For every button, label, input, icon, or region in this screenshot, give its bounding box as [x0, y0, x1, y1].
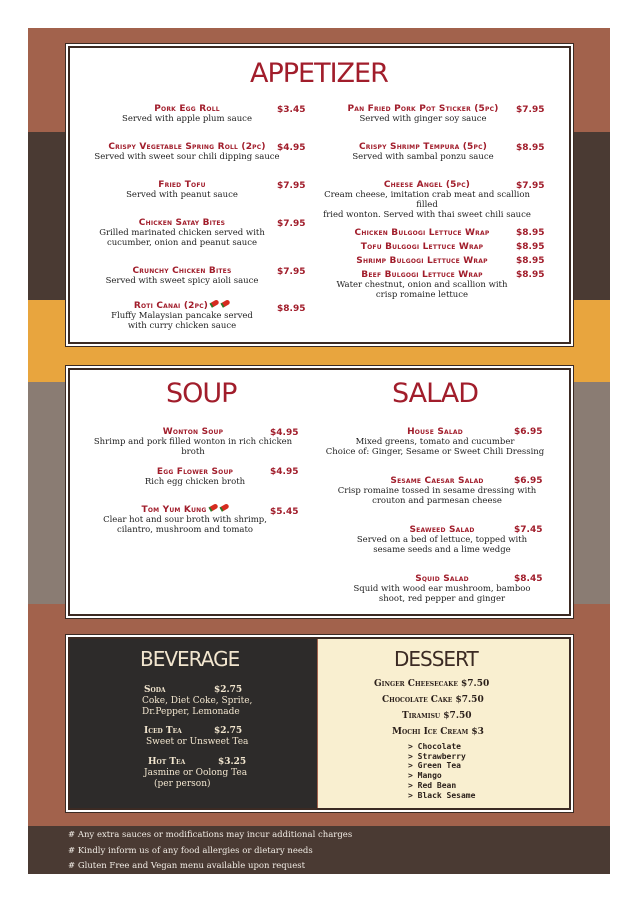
item-desc: Cream cheese, imitation crab meat and scallion filled	[324, 190, 530, 210]
menu-item	[332, 270, 512, 300]
chili-pepper-icon	[208, 503, 218, 512]
item-desc: Clear hot and sour broth with shrimp,	[103, 515, 267, 525]
chili-pepper-icon	[219, 503, 229, 512]
footer-note: # Any extra sauces or modifications may incur additional charges	[68, 830, 353, 840]
menu-item	[82, 142, 292, 162]
menu-item	[332, 476, 542, 506]
salad-heading: SALAD	[392, 378, 479, 409]
item-desc: Served with sweet spicy aioli sauce	[105, 276, 259, 286]
menu-item	[92, 104, 282, 124]
item-desc: Fluffy Malaysian pancake served	[111, 311, 253, 321]
beverage-section	[70, 639, 317, 808]
menu-item	[110, 467, 280, 487]
footer-note: # Kindly inform us of any food allergies or dietary needs	[68, 846, 313, 856]
item-name: Cheese Angel (5pc)	[383, 180, 471, 190]
menu-item	[100, 505, 270, 535]
item-desc: Shrimp and pork filled wonton in rich chicken broth	[93, 437, 293, 457]
item-name: Chicken Satay Bites	[138, 218, 226, 228]
item-name: Pan Fried Pork Pot Sticker (5pc)	[347, 104, 499, 114]
item-price: $7.95	[277, 181, 306, 191]
menu-item	[92, 180, 272, 200]
beverage-item	[144, 757, 298, 790]
item-desc: Sweet or Unsweet Tea	[146, 737, 249, 747]
item-desc: sesame seeds and a lime wedge	[373, 545, 511, 555]
item-name: Hot Tea	[148, 757, 186, 767]
item-price: $8.95	[277, 304, 306, 314]
chili-pepper-icon	[220, 299, 230, 308]
menu-item	[322, 180, 532, 220]
menu-item	[92, 301, 272, 331]
item-name: House Salad	[407, 427, 463, 437]
menu-item	[332, 256, 512, 266]
item-desc: fried wonton. Served with thai sweet chili sauce	[323, 210, 531, 220]
dessert-section	[318, 639, 569, 808]
item-name: Tofu Bulgogi Lettuce Wrap	[360, 242, 484, 252]
item-name: Crispy Vegetable Spring Roll (2pc)	[108, 142, 266, 152]
item-price: $8.95	[516, 143, 545, 153]
item-desc: Served with ginger soy sauce	[359, 114, 487, 124]
item-price: $8.45	[514, 574, 543, 584]
item-desc: Served with sambal ponzu sauce	[352, 152, 494, 162]
item-price: $7.45	[514, 525, 543, 535]
flavor-item: > Green Tea	[408, 761, 461, 771]
flavor-item: > Black Sesame	[408, 790, 476, 800]
item-desc: cucumber, onion and peanut sauce	[106, 238, 258, 248]
dessert-item: Chocolate Cake $7.50	[382, 695, 484, 705]
item-name: Squid Salad	[415, 574, 469, 584]
item-desc: Squid with wood ear mushroom, bamboo	[353, 584, 531, 594]
item-name: Tom Yum Kung	[141, 505, 207, 515]
item-price: $7.95	[516, 181, 545, 191]
item-name: Sesame Caesar Salad	[390, 476, 484, 486]
item-price: $4.95	[270, 467, 299, 477]
item-desc: Served with apple plum sauce	[122, 114, 252, 124]
item-price: $3.25	[218, 757, 247, 767]
item-name: Soda	[144, 685, 166, 695]
item-name: Chicken Bulgogi Lettuce Wrap	[354, 228, 490, 238]
flavor-item: > Strawberry	[408, 751, 466, 761]
item-name: Crispy Shrimp Tempura (5pc)	[358, 142, 488, 152]
menu-item	[342, 525, 542, 555]
menu-item	[332, 228, 512, 238]
item-price: $7.95	[277, 219, 306, 229]
menu-item	[325, 427, 545, 457]
menu-item	[338, 142, 508, 162]
soup-salad-panel	[68, 368, 571, 616]
soup-heading: SOUP	[166, 378, 237, 409]
beverage-item	[144, 685, 294, 718]
item-price: $8.95	[516, 270, 545, 280]
item-price: $5.45	[270, 507, 299, 517]
appetizer-heading: APPETIZER	[250, 58, 388, 89]
menu-item	[88, 427, 298, 457]
dessert-item: Mochi Ice Cream $3	[392, 727, 484, 737]
item-desc: Jasmine or Oolong Tea	[144, 768, 248, 778]
item-price: $4.95	[277, 143, 306, 153]
item-price: $7.95	[277, 267, 306, 277]
item-name: Egg Flower Soup	[156, 467, 234, 477]
item-desc: Served with sweet sour chili dipping sauce	[94, 152, 280, 162]
item-name: Pork Egg Roll	[154, 104, 220, 114]
item-desc: Coke, Diet Coke, Sprite,	[142, 696, 253, 706]
beverage-item	[144, 726, 294, 748]
footer-note: # Gluten Free and Vegan menu available upon request	[68, 861, 306, 871]
item-name: Iced Tea	[144, 726, 182, 736]
item-name: Seaweed Salad	[409, 525, 475, 535]
item-desc: (per person)	[154, 779, 211, 789]
flavor-item: > Red Bean	[408, 780, 457, 790]
item-name: Shrimp Bulgogi Lettuce Wrap	[356, 256, 488, 266]
item-name: Fried Tofu	[158, 180, 206, 190]
menu-item	[92, 266, 272, 286]
item-price: $8.95	[516, 228, 545, 238]
appetizer-panel	[68, 46, 571, 344]
item-price: $6.95	[514, 476, 543, 486]
item-desc: with curry chicken sauce	[127, 321, 237, 331]
item-desc: Water chestnut, onion and scallion with	[336, 280, 508, 290]
item-name: Wonton Soup	[162, 427, 224, 437]
item-price: $2.75	[214, 685, 243, 695]
menu-item	[92, 218, 272, 248]
item-price: $2.75	[214, 726, 243, 736]
mochi-flavor-list	[408, 742, 475, 800]
item-desc: Crisp romaine tossed in sesame dressing with	[337, 486, 537, 496]
item-desc: Mixed greens, tomato and cucumber	[355, 437, 515, 447]
dessert-item: Ginger Cheesecake $7.50	[374, 679, 490, 689]
flavor-item: > Mango	[408, 771, 442, 781]
dessert-item: Tiramisu $7.50	[402, 711, 472, 721]
dessert-heading: DESSERT	[394, 647, 478, 671]
item-price: $8.95	[516, 242, 545, 252]
menu-item	[328, 104, 518, 124]
item-name: Crunchy Chicken Bites	[132, 266, 232, 276]
menu-item	[332, 242, 512, 252]
item-price: $6.95	[514, 427, 543, 437]
item-desc: shoot, red pepper and ginger	[378, 594, 506, 604]
item-desc: Dr.Pepper, Lemonade	[142, 707, 240, 717]
item-price: $3.45	[277, 105, 306, 115]
item-desc: Served on a bed of lettuce, topped with	[356, 535, 528, 545]
item-desc: Rich egg chicken broth	[144, 477, 246, 487]
item-name: Beef Bulgogi Lettuce Wrap	[361, 270, 483, 280]
item-price: $4.95	[270, 428, 299, 438]
item-price: $8.95	[516, 256, 545, 266]
menu-item	[342, 574, 542, 604]
chili-pepper-icon	[209, 299, 219, 308]
item-name: Roti Canai (2pc)	[133, 301, 209, 311]
item-price: $7.95	[516, 105, 545, 115]
item-desc: Served with peanut sauce	[126, 190, 238, 200]
item-desc: Choice of: Ginger, Sesame or Sweet Chili Dressing	[325, 447, 545, 457]
item-desc: crisp romaine lettuce	[375, 290, 469, 300]
item-desc: cilantro, mushroom and tomato	[116, 525, 254, 535]
item-desc: crouton and parmesan cheese	[372, 496, 502, 506]
item-desc: Grilled marinated chicken served with	[99, 228, 265, 238]
flavor-item: > Chocolate	[408, 742, 461, 751]
beverage-heading: BEVERAGE	[140, 647, 240, 671]
